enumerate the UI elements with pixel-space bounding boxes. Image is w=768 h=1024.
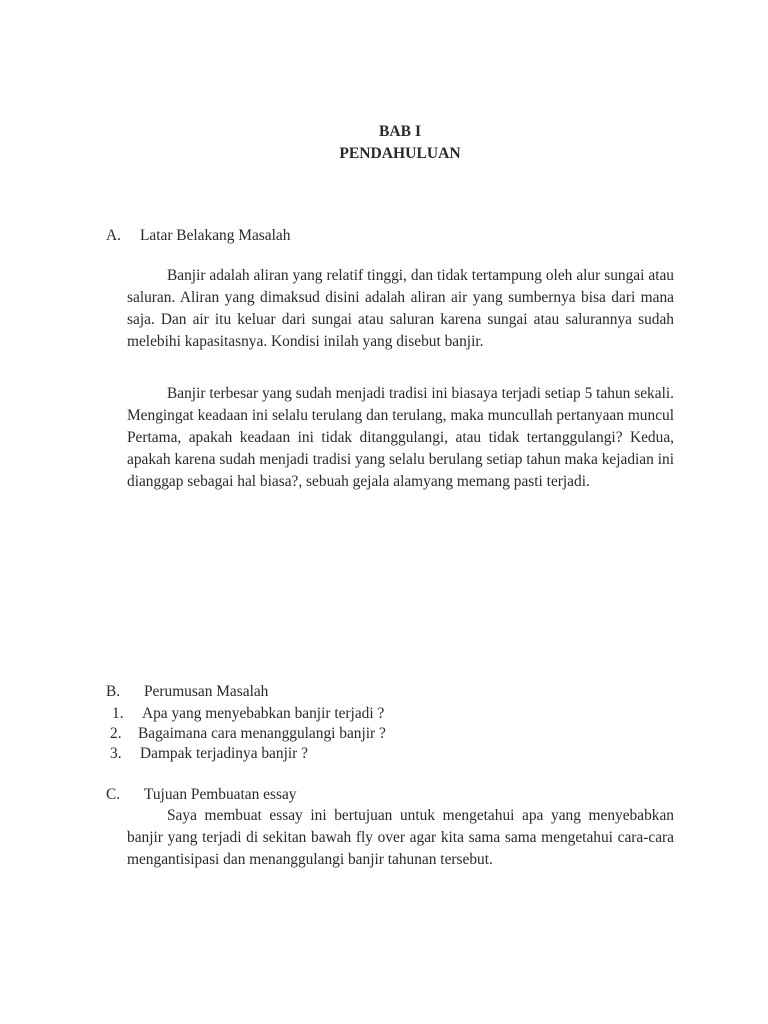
- section-a-paragraph-1: Banjir adalah aliran yang relatif tinggi, dan tidak tertampung oleh alur sungai atau saluran. Aliran yang dimaksud disini adalah aliran air yang sumbernya bisa dari mana saja. Dan air itu keluar dari sungai atau saluran karena sungai atau salurannya sudah melebihi kapasitasnya. Kondisi inilah yang disebut banjir.: [127, 267, 674, 350]
- list-item: [110, 723, 386, 745]
- list-item: [110, 743, 308, 765]
- list-item-number: 3.: [110, 745, 122, 762]
- section-a-heading: [106, 225, 290, 247]
- section-a-title: Latar Belakang Masalah: [140, 227, 291, 244]
- section-c-heading: [106, 784, 296, 806]
- list-item: [112, 703, 384, 725]
- list-item-text: Dampak terjadinya banjir ?: [140, 745, 308, 762]
- section-c-title: Tujuan Pembuatan essay: [144, 786, 297, 803]
- list-item-text: Bagaimana cara menanggulangi banjir ?: [138, 725, 386, 742]
- list-item-number: 1.: [112, 705, 124, 722]
- list-item-text: Apa yang menyebabkan banjir terjadi ?: [142, 705, 385, 722]
- section-c-paragraph: Saya membuat essay ini bertujuan untuk mengetahui apa yang menyebabkan banjir yang terjadi di sekitan bawah fly over agar kita sama sama mengetahui cara-cara mengantisipasi dan menanggulangi banjir tahunan tersebut.: [127, 807, 674, 868]
- section-b-heading: [106, 681, 268, 703]
- section-c-letter: C.: [106, 786, 121, 803]
- chapter-title: BAB I: [378, 123, 422, 140]
- section-b-title: Perumusan Masalah: [144, 683, 269, 700]
- section-b-letter: B.: [106, 683, 121, 700]
- list-item-number: 2.: [110, 725, 122, 742]
- chapter-subtitle: PENDAHULUAN: [339, 145, 461, 162]
- section-a-paragraph-2: Banjir terbesar yang sudah menjadi tradisi ini biasaya terjadi setiap 5 tahun sekali. Mengingat keadaan ini selalu terulang dan terulang, maka muncullah pertanyaan muncul Pertama, apakah keadaan ini tidak ditanggulangi, atau tidak tertanggulangi? Kedua, apakah karena sudah menjadi tradisi yang selalu berulang setiap tahun maka kejadian ini dianggap sebagai hal biasa?, sebuah gejala alamyang memang pasti terjadi.: [127, 385, 674, 490]
- section-a-letter: A.: [106, 227, 121, 244]
